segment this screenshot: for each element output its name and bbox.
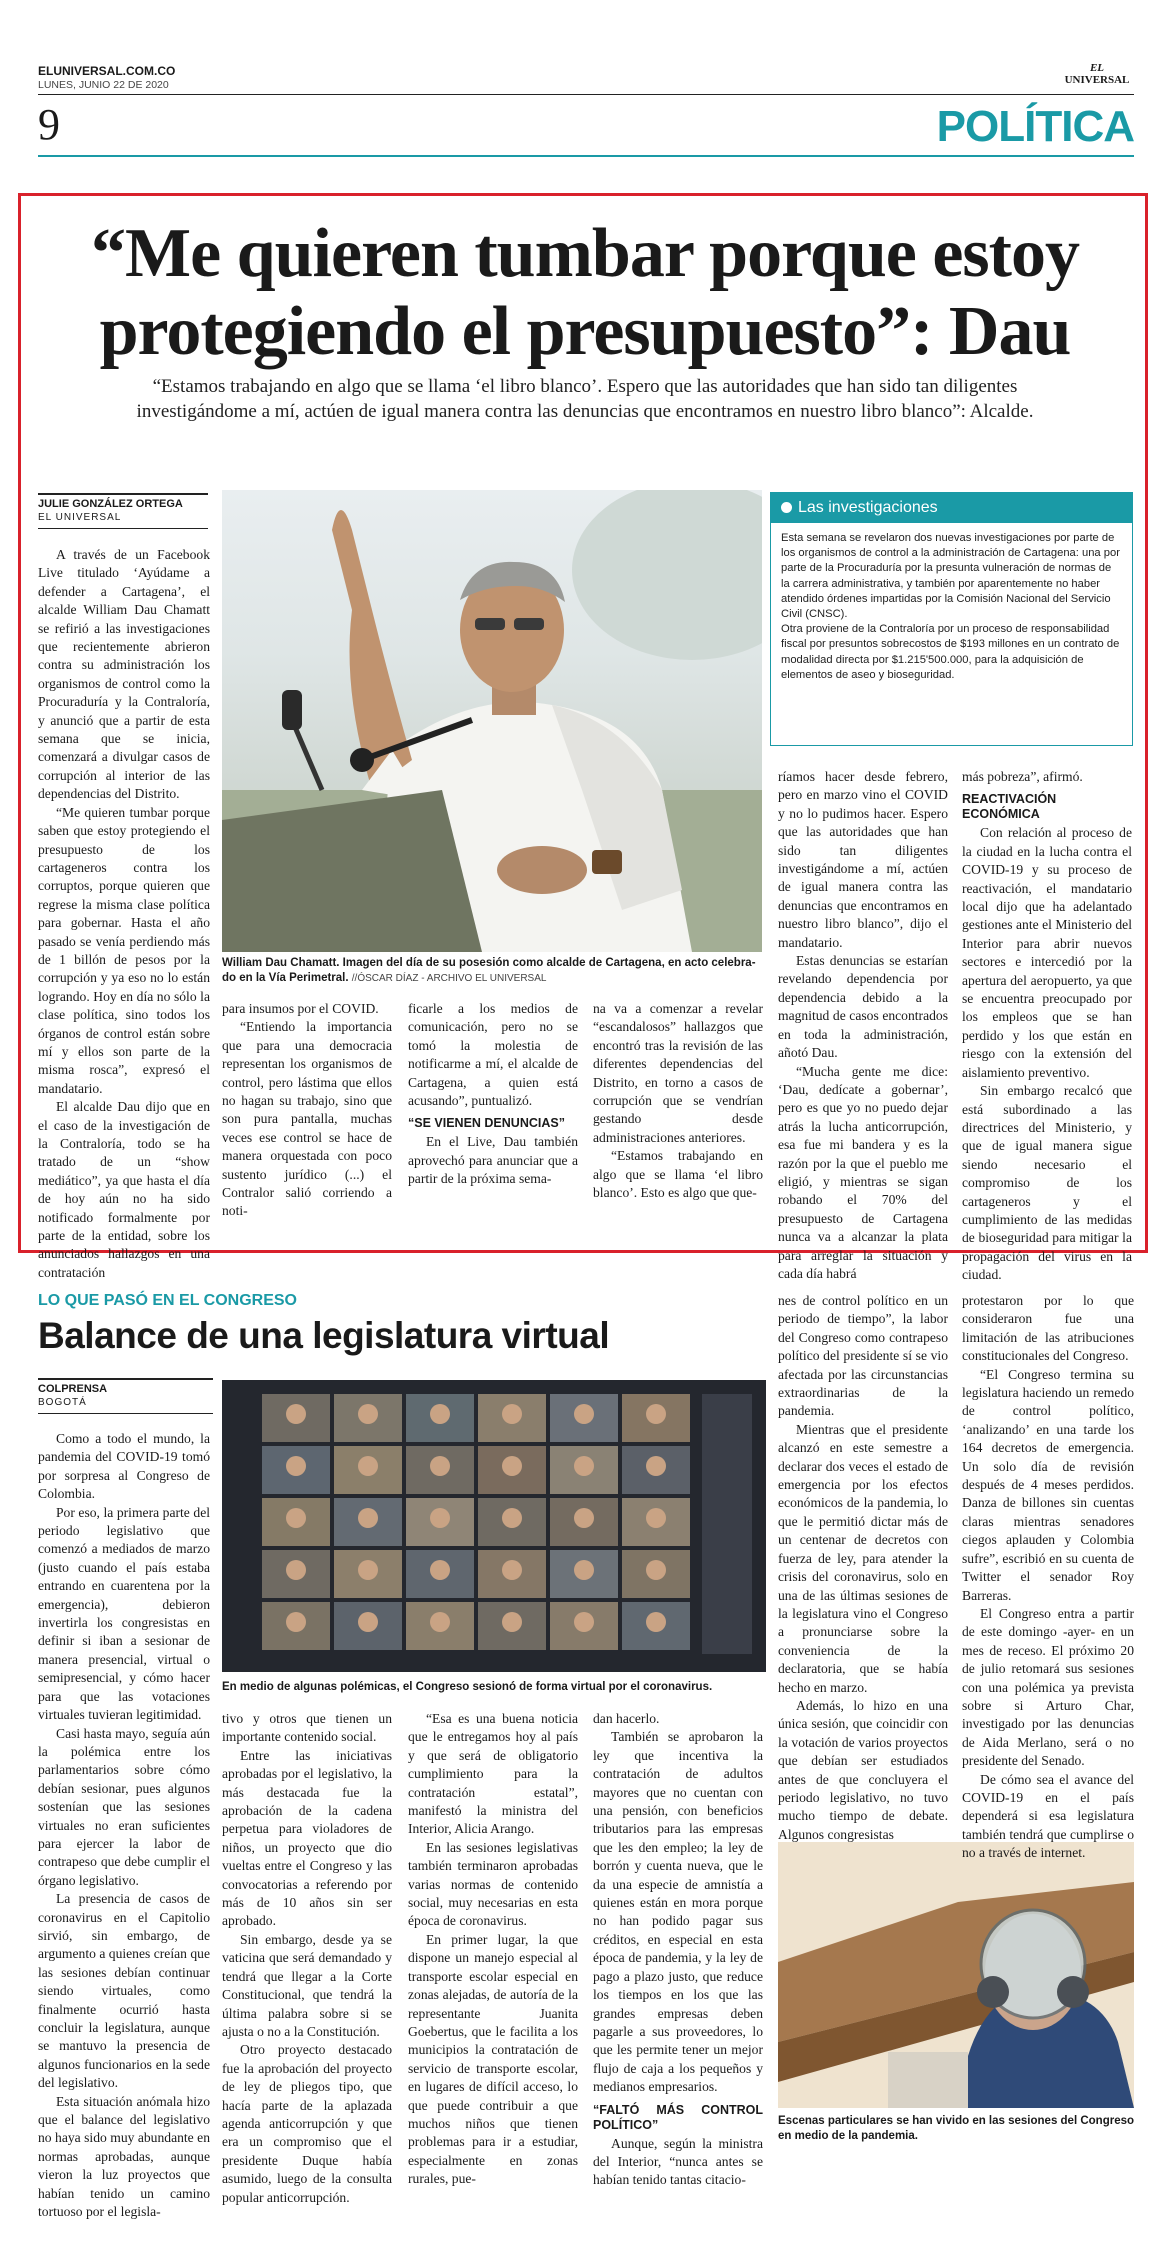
virtual-session-caption: En medio de algunas polémicas, el Congreso sesionó de forma virtual por el coronavirus. xyxy=(222,1681,713,1693)
a1c1-p1: A través de un Facebook Live titulado ‘Ayúdame a defender a Cartagena’, el alcalde William Dau Chamatt se refirió a las investigaciones que recientemente abrieron contra su administración los organismos de control como la Procuraduría y la Contraloría, y anunció que a partir de esta semana que se inicia, comenzará a divulgar casos de corrupción al interior de las dependencias del Distrito. xyxy=(38,547,210,802)
a2c4-p1: dan hacerlo. xyxy=(593,1711,660,1726)
page-number: 9 xyxy=(38,100,60,149)
a1c2-p1: para insumos por el COVID. xyxy=(222,1001,379,1016)
a1c5-p1: ríamos hacer desde febrero, pero en marzo vino el COVID y no lo pudimos hacer. Espero que las autoridades que han sido tan diligentes investigándome a mí, actúen de igual manera contra las denuncias que encontramos en nuestro libro blanco”, dijo el mandatario. xyxy=(778,769,948,950)
a1c3-p1: ficarle a los medios de comunicación, pero no se tomó la molestia de notificarme a mí, el alcalde de Cartagena, a quien está acusando”, puntualizó. xyxy=(408,1001,578,1109)
a2c1-p2: Por eso, la primera parte del periodo legislativo que comenzó a mediados de marzo (justo cuando el país estaba entrando en cuarentena por la emergencia), debieron invertirla los congresistas en definir si iban a sesionar de manera presencial, virtual o semipresencial, y cómo hacer para que las votaciones virtuales tuvieran legitimidad. xyxy=(38,1504,210,1723)
article2-kicker: LO QUE PASÓ EN EL CONGRESO xyxy=(38,1292,297,1309)
logo-line2: UNIVERSAL xyxy=(1064,74,1130,86)
a1c4-p1: na va a comenzar a revelar “escandalosos” hallazgos que encontró tras la revisión de las diferentes dependencias del Distrito, en torno a casos de corrupción que se vendrían gestando desde administraciones anteriores. xyxy=(593,1001,763,1145)
a2-byline-rule-bottom xyxy=(38,1413,213,1414)
article1-byline-org: EL UNIVERSAL xyxy=(38,512,122,523)
article2-byline: COLPRENSA xyxy=(38,1383,108,1395)
a1c1-p2: “Me quieren tumbar porque saben que estoy protegiendo el presupuesto de los cartageneros contra los corruptos, porque quieren que regrese la misma clase política para gobernar. Hasta el año pasado se venía perdiendo más de 1 billón de pesos por la corrupción y ya eso no lo están logrando. Hoy en día no sólo la clase política, sino todos los órganos de control están sobre mí y ellos son parte de la misma rosca”, expresó el mandatario. xyxy=(38,804,210,1096)
article1-col3 xyxy=(408,1000,578,1189)
a2c3-p2: En las sesiones legislativas también terminaron aprobadas varias normas de contenido social, muy necesarias en esta época de coronavirus. xyxy=(408,1839,578,1929)
a1c6-p2: Con relación al proceso de la ciudad en la lucha contra el COVID-19 y su proceso de reactivación, el mandatario local dijo que ha adelantado gestiones ante el Ministerio del Interior para abrir nuevos sectores e intercedió por la apertura del aeropuerto, ya que se encuentra preocupado por los empleos que se han perdido y los que están en riesgo con la extensión del aislamiento preventivo. xyxy=(962,825,1132,1080)
article1-col6 xyxy=(962,768,1132,1285)
article2-col6 xyxy=(962,1292,1134,1863)
a1c5-p2: Estas denuncias se estarían revelando dependencia por dependencia debido a la magnitud de casos encontrados en toda la administración, añotó Dau. xyxy=(778,953,948,1061)
article2-headline: Balance de una legislatura virtual xyxy=(38,1315,610,1356)
masthead-rule xyxy=(38,94,1134,95)
a2c6-p1: protestaron por lo que consideraron fue una limitación de las atribuciones constitucionales del Congreso. xyxy=(962,1293,1134,1364)
a2c1-p4: La presencia de casos de coronavirus en el Capitolio sirvió, sin embargo, de argumento a quienes creían que las sesiones debían continuar siendo virtuales, como finalmente ocurrió hasta concluir la legislatura, aunque se mantuvo la presencia de algunos funcionarios en la sede del legislativo. xyxy=(38,1891,210,2091)
mask-illustration xyxy=(778,1842,1134,2108)
a2c4-subhead: “FALTÓ MÁS CONTROL POLÍTICO” xyxy=(593,2102,763,2132)
deck-line2: investigándome a mí, actúen de igual manera contra las denuncias que encontramos en nuestro libro blanco”: Alcalde. xyxy=(136,401,1034,422)
article1-byline: JULIE GONZÁLEZ ORTEGA xyxy=(38,498,183,510)
a2-byline-rule-top xyxy=(38,1378,213,1380)
a1c6-p3: Sin embargo recalcó que está subordinado a las directrices del Ministerio, y que de igual manera sigue siendo necesario el compromiso de los cartageneros y el cumplimiento de las medidas de bioseguridad para mitigar la propagación del virus en la ciudad. xyxy=(962,1083,1132,1283)
investigations-title: Las investigaciones xyxy=(798,499,938,516)
a2c3-p3: En primer lugar, la que dispone un manejo especial al transporte escolar especial en zonas alejadas, de autoría de la representante Juanita Goebertus, que le facilita a los municipios la contratación de servicio de transporte escolar, en lugares de difícil acceso, lo que puede contribuir a que muchos niños que tienen problemas para ir a estudiar, especialmente en zonas rurales, pue- xyxy=(408,1931,578,2187)
article2-col1 xyxy=(38,1430,210,2221)
article1-deck xyxy=(60,374,1110,424)
a2c5-p1: nes de control político en un periodo de tiempo”, la labor del Congreso como contrapeso político del presidente sí se vio afectada por las circunstancias extraordinarias de la pandemia. xyxy=(778,1293,948,1419)
logo-line1: EL xyxy=(1089,62,1105,74)
article2-col4 xyxy=(593,1710,763,2190)
section-title: POLÍTICA xyxy=(936,102,1134,151)
a1c6-p1: más pobreza”, afirmó. xyxy=(962,769,1083,784)
a1c3-subhead: “SE VIENEN DENUNCIAS” xyxy=(408,1116,565,1131)
a1c5-p3: “Mucha gente me dice: ‘Dau, dedícate a gobernar’, pero es que yo no puedo dejar atrás la lucha anticorrupción, esa fue mi bandera y es la razón por la que el pueblo me eligió, y mientras se sigan robando el 70% del presupuesto de Cartagena nunca va a alcanzar la plata para arreglar la situación y cada día habrá xyxy=(778,1063,948,1281)
byline-rule-top xyxy=(38,493,208,495)
a2c2-p4: Otro proyecto destacado fue la aprobación del proyecto de ley de pliegos tipo, que hacía parte de la aplazada agenda anticorrupción y que era un compromiso que el presidente Duque había asumido, luego de la consulta popular anticorrupción. xyxy=(222,2042,392,2205)
a2c1-p3: Casi hasta mayo, seguía aún la polémica entre los parlamentarios sobre cómo debían sesionar, pues algunos sostenían que las sesiones virtuales no eran suficientes para ejercer la labor de contrapeso que debe cumplir el órgano legislativo. xyxy=(38,1725,210,1888)
a2c6-p4: De cómo sea el avance del COVID-19 en el país dependerá si esa legislatura también tendrá que cumplirse o no a través de internet. xyxy=(962,1771,1134,1861)
investigations-p1: Esta semana se revelaron dos nuevas investigaciones por parte de los organismos de control a la administración de Cartagena: una por parte de la Procuraduría por la presunta vulneración de normas de la carrera administrativa, y también por aparentemente no haber atendido órdenes impartidas por la Comisión Nacional del Servicio Civil (CNSC). xyxy=(781,532,1120,621)
investigations-box-header xyxy=(771,493,1132,523)
issue-date: LUNES, JUNIO 22 DE 2020 xyxy=(38,79,169,91)
photo-caption-text: William Dau Chamatt. Imagen del día de su posesión como alcalde de Cartagena, en acto celebra-do en la Vía Perimetral. xyxy=(222,957,756,984)
headline-line1: “Me quieren tumbar porque estoy xyxy=(91,215,1079,292)
article1-col5 xyxy=(778,768,948,1283)
article1-col4 xyxy=(593,1000,763,1202)
a1c4-p2: “Estamos trabajando en algo que se llama ‘el libro blanco’. Esto es algo que que- xyxy=(593,1148,763,1201)
a2c2-p3: Sin embargo, desde ya se vaticina que será demandado y tendrá que llegar a la Corte Constitucional, que tendrá la última palabra sobre si se ajusta o no a la Constitución. xyxy=(222,1931,392,2039)
bullet-circle-icon xyxy=(781,502,792,513)
article1-col1 xyxy=(38,546,210,1282)
a2c3-p1: “Esa es una buena noticia que le entregamos hoy al país y que será de obligatorio cumplimiento para la contratación estatal”, manifestó la ministra del Interior, Alicia Arango. xyxy=(408,1711,578,1837)
a2c5-p2: Mientras que el presidente alcanzó en este semestre a declarar dos veces el estado de emergencia por los efectos económicos de la pandemia, lo que le permitió dictar más de un centenar de decretos con fuerza de ley, para atender la crisis del coronavirus, solo en una de las últimas sesiones de la legislatura vino el Congreso a pronunciarse sobre la conveniencia de la declaratoria, que se había hecho en marzo. xyxy=(778,1421,948,1695)
a2c2-p1: tivo y otros que tienen un importante contenido social. xyxy=(222,1711,392,1745)
byline-rule-bottom xyxy=(38,528,208,529)
article2-byline-place: BOGOTÁ xyxy=(38,1397,87,1408)
video-grid-illustration xyxy=(222,1380,766,1672)
article2-col2 xyxy=(222,1710,392,2207)
mask-photo-caption: Escenas particulares se han vivido en las sesiones del Congreso en medio de la pandemia. xyxy=(778,2115,1135,2142)
a2c1-p5: Esta situación anómala hizo que el balance del legislativo no haya sido muy abundante en normas aprobadas, aunque vieron la luz proyectos que habían tenido un camino tortuoso por el legisla- xyxy=(38,2093,210,2220)
investigations-box xyxy=(770,492,1133,746)
article1-col2 xyxy=(222,1000,392,1221)
a2c1-p1: Como a todo el mundo, la pandemia del COVID-19 tomó por sorpresa al Congreso de Colombia. xyxy=(38,1431,210,1502)
virtual-session-photo xyxy=(222,1380,766,1672)
a1c3-p2: En el Live, Dau también aprovechó para anunciar que a partir de la próxima sema- xyxy=(408,1134,578,1187)
site-url: ELUNIVERSAL.COM.CO xyxy=(38,64,176,78)
a2c2-p2: Entre las iniciativas aprobadas por el legislativo, la más destacada fue la aprobación de la cadena perpetua para violadores de niños, un proyecto que dio vueltas entre el Congreso y las convocatorias a referendo por más de 10 años sin ser aprobado. xyxy=(222,1747,392,1929)
article2-col5 xyxy=(778,1292,948,1844)
article1-headline xyxy=(30,215,1140,371)
a1c2-p2: “Entiendo la importancia que para una democracia representan los organismos de control, pero lástima que ellos no hagan su trabajo, sino que son pura pantalla, muchas veces ese control se hace de manera orquestada con poco sustento jurídico (...) el Contralor salió corriendo a noti- xyxy=(222,1019,392,1219)
investigations-p2: Otra proviene de la Contraloría por un proceso de responsabilidad fiscal por presuntos sobrecostos de $193 millones en un contrato de modalidad directa por $1.215'500.000, para la adquisición de elementos de aseo y bioseguridad. xyxy=(781,623,1120,681)
deck-line1: “Estamos trabajando en algo que se llama ‘el libro blanco’. Espero que las autoridades que han sido tan diligentes xyxy=(152,376,1018,397)
a2c6-p3: El Congreso entra a partir de este domingo -ayer- en un mes de receso. El próximo 20 de julio retomará sus sesiones con una polémica ya prevista sobre si Arturo Char, investigado por las denuncias de Aida Merlano, será o no presidente del Senado. xyxy=(962,1605,1134,1769)
newspaper-logo xyxy=(1060,62,1134,86)
investigations-body xyxy=(771,523,1132,691)
a2c4-p3: Aunque, según la ministra del Interior, “nunca antes se habían tenido tantas citacio- xyxy=(593,2135,763,2188)
headline-line2: protegiendo el presupuesto”: Dau xyxy=(99,293,1071,370)
article2-col3 xyxy=(408,1710,578,2189)
a2c4-p2: También se aprobaron la ley que incentiva la contratación de adultos mayores que no cuentan con una pensión, con beneficios tributarios para las empresas que les den empleo; la ley de borrón y cuenta nueva, que le da una especie de amnistía a quienes están en mora porque no han podido pagar sus créditos, en especial en esta época de pandemia, y la ley de pago a plazo justo, que reduce los tiempos en los que las grandes empresas deben pagarle a sus proveedores, lo que les permite tener un mejor flujo de caja a los pequeños y medianos empresarios. xyxy=(593,1729,763,2095)
article1-photo-caption xyxy=(222,956,762,986)
section-rule xyxy=(38,155,1134,157)
a2c6-p2: “El Congreso termina su legislatura haciendo un remedo de control político, ‘analizando’ en una tarde los 164 decretos de emergencia. Un solo día de revisión después de 4 meses perdidos. Danza de billones sin cuentas claras mientras senadores ciegos aplauden y Colombia sufre”, escribió en su cuenta de Twitter el senador Roy Barreras. xyxy=(962,1366,1134,1603)
a1c1-p3: El alcalde Dau dijo que en el caso de la investigación de la Contraloría, todo se ha tratado de un “show mediático”, ya que hasta el día de hoy aún no ha sido notificado formalmente por parte de la entidad, sobre los anunciados hallazgos en una contratación xyxy=(38,1099,210,1280)
congress-mask-photo xyxy=(778,1842,1134,2108)
a2c5-p3: Además, lo hizo en una única sesión, que coincidir con la votación de varios proyectos que debían ser estudiados antes de que concluyera el periodo legislativo, no tuvo mucho tiempo de debate. Algunos congresistas xyxy=(778,1697,948,1842)
photo-credit: //ÓSCAR DÍAZ - ARCHIVO EL UNIVERSAL xyxy=(351,973,547,984)
speaker-illustration xyxy=(222,490,762,952)
dau-speech-photo xyxy=(222,490,762,952)
a1c6-subhead: REACTIVACIÓN ECONÓMICA xyxy=(962,792,1057,822)
